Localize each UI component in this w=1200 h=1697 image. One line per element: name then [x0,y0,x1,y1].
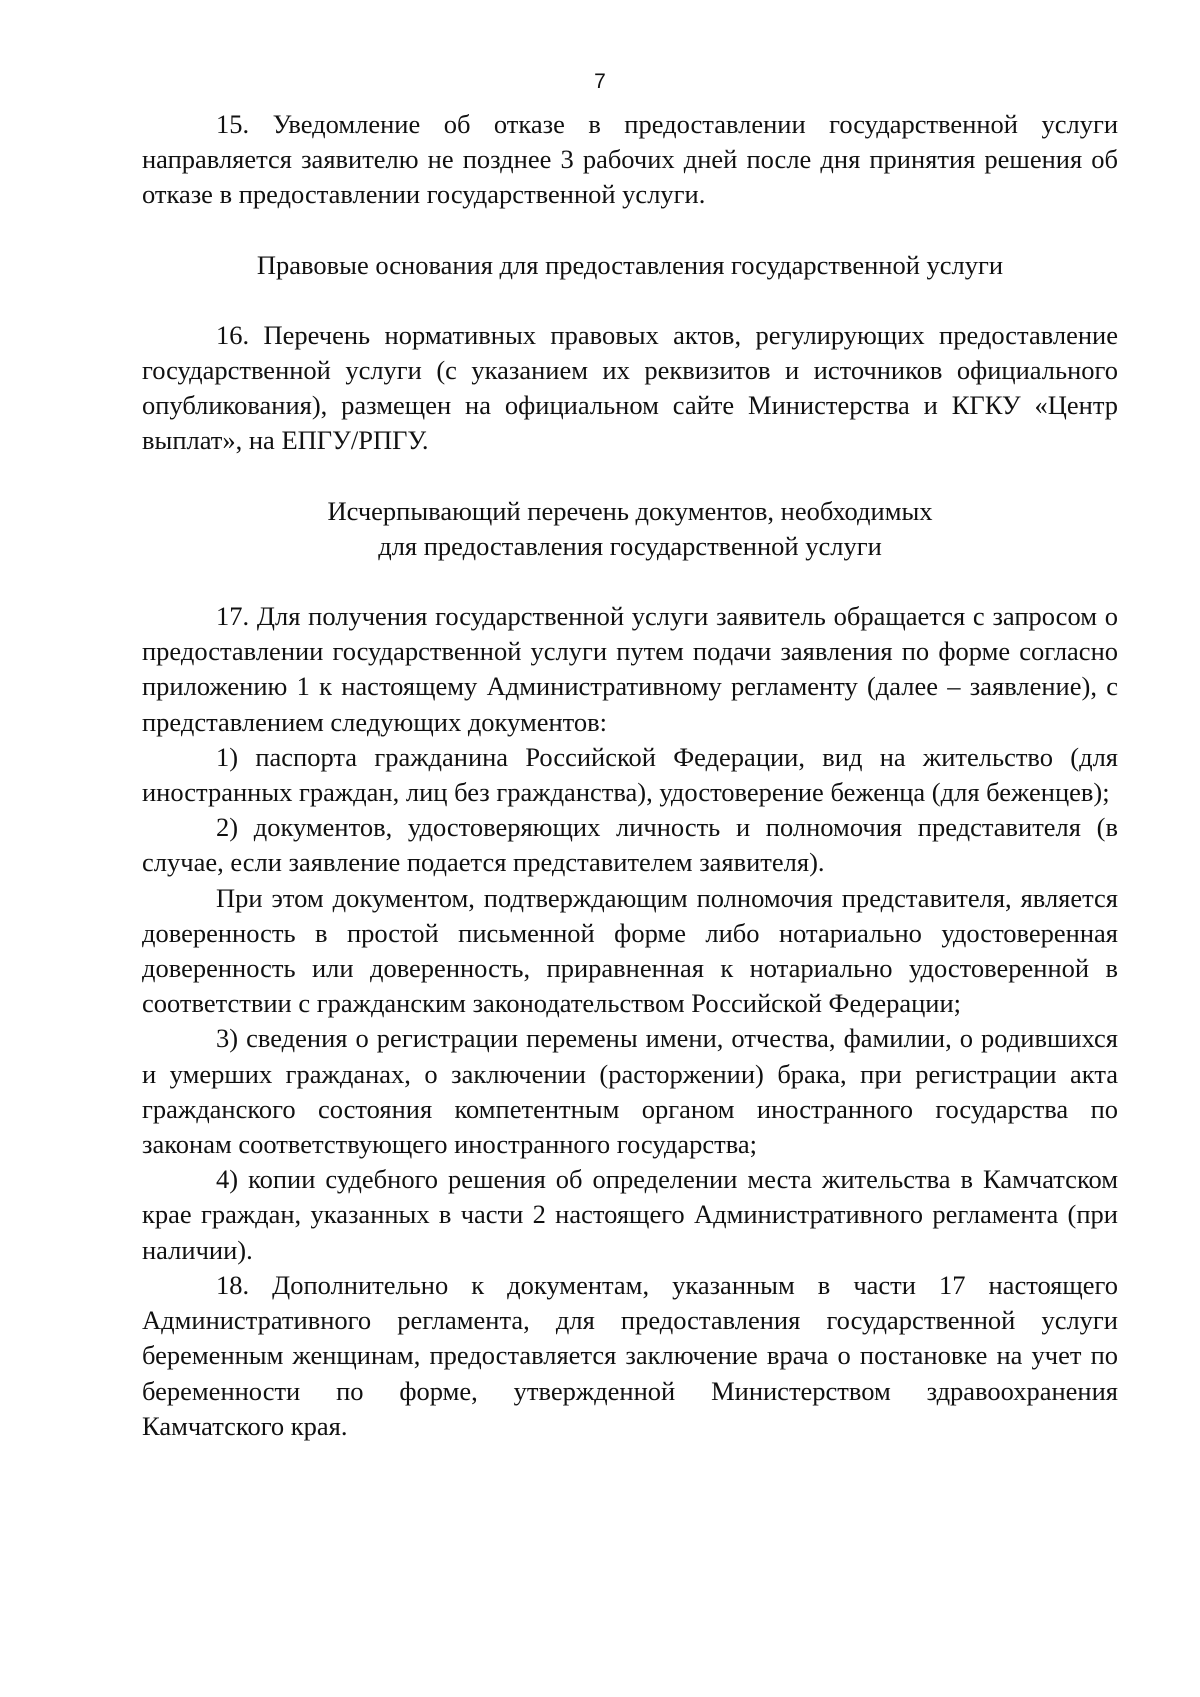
section-heading-documents-line-1: Исчерпывающий перечень документов, необходимых [327,495,933,526]
paragraph-17-item-2-note: При этом документом, подтверждающим полномочия представителя, является доверенность в простой письменной форме либо нотариально удостоверенная доверенность или доверенность, приравненная к нотариально удостоверенной в соответствии с гражданским законодательством Российской Федерации; [142,882,1118,1019]
page-number: 7 [594,70,606,93]
section-heading-documents [142,494,1118,564]
paragraph-17-item-2: 2) документов, удостоверяющих личность и полномочия представителя (в случае, если заявление подается представителем заявителя). [142,812,1118,878]
paragraph-18: 18. Дополнительно к документам, указанным в части 17 настоящего Административного регламента, для предоставления государственной услуги беременным женщинам, предоставляется заключение врача о постановке на учет по беременности по форме, утвержденной Министерством здравоохранения Камчатского края. [142,1269,1118,1441]
paragraph-15: 15. Уведомление об отказе в предоставлении государственной услуги направляется заявителю не позднее 3 рабочих дней после дня принятия решения об отказе в предоставлении государственной услуги. [142,109,1118,210]
paragraph-16: 16. Перечень нормативных правовых актов, регулирующих предоставление государственной услуги (с указанием их реквизитов и источников официального опубликования), размещен на официальном сайте Министерства и КГКУ «Центр выплат», на ЕПГУ/РПГУ. [142,319,1118,456]
paragraph-17-item-4: 4) копии судебного решения об определении места жительства в Камчатском крае граждан, указанных в части 2 настоящего Административного регламента (при наличии). [142,1164,1118,1265]
section-heading-documents-line-2: для предоставления государственной услуги [378,530,882,561]
paragraph-17-item-1: 1) паспорта гражданина Российской Федерации, вид на жительство (для иностранных граждан, лиц без гражданства), удостоверение беженца (для беженцев); [142,741,1118,808]
document-body [142,107,1118,1444]
paragraph-17: 17. Для получения государственной услуги заявитель обращается с запросом о предоставлении государственной услуги путем подачи заявления по форме согласно приложению 1 к настоящему Административному регламенту (далее – заявление), с представлением следующих документов: [142,601,1118,737]
section-heading-legal-basis: Правовые основания для предоставления государственной услуги [256,249,1004,280]
paragraph-17-item-3: 3) сведения о регистрации перемены имени, отчества, фамилии, о родившихся и умерших гражданах, о заключении (расторжении) брака, при регистрации акта гражданского состояния компетентным органом иностранного государства по законам соответствующего иностранного государства; [142,1023,1118,1160]
